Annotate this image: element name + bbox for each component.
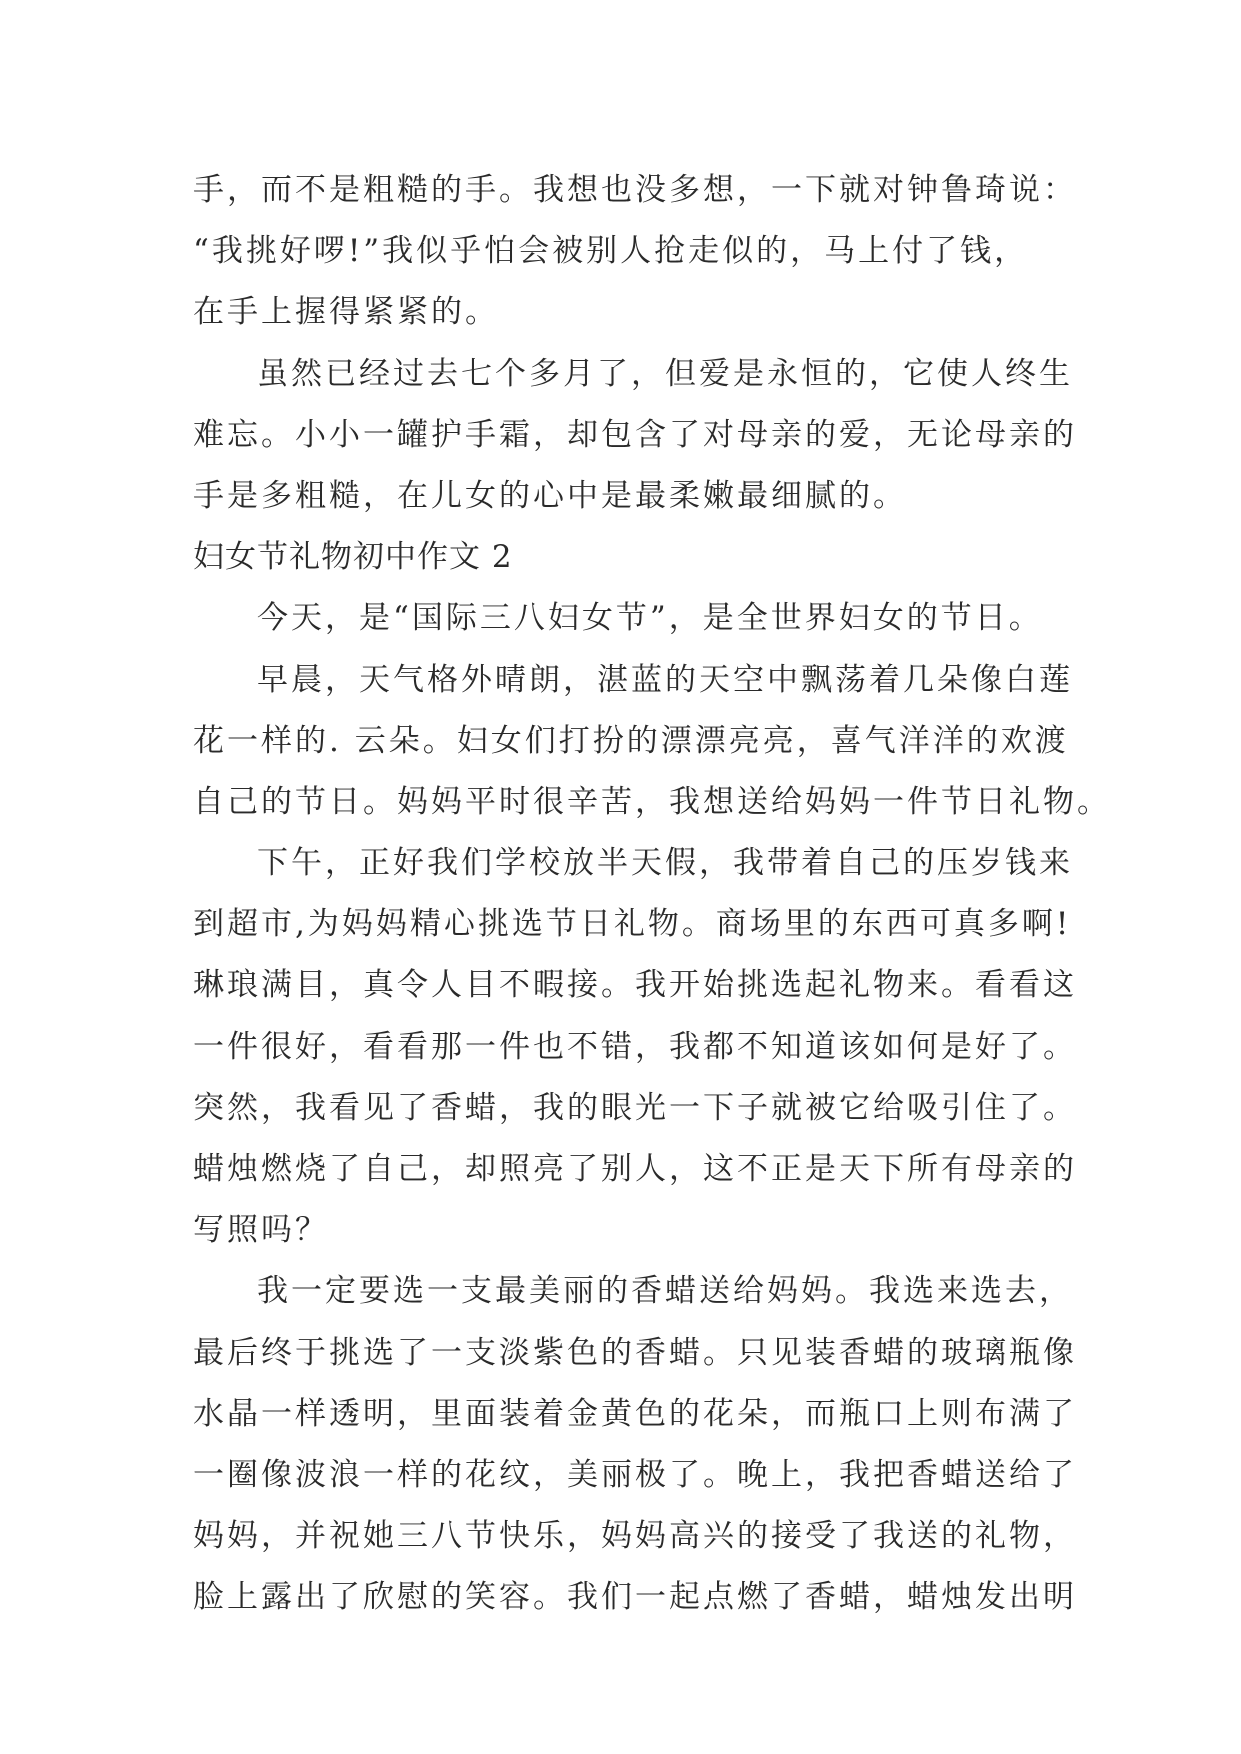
section-heading: 妇女节礼物初中作文 2 [193, 539, 513, 576]
text-line: 妈妈，并祝她三八节快乐，妈妈高兴的接受了我送的礼物， [193, 1518, 1077, 1555]
paragraph-start-line: 早晨，天气格外晴朗，湛蓝的天空中飘荡着几朵像白莲 [257, 661, 1073, 698]
text-line: 最后终于挑选了一支淡紫色的香蜡。只见装香蜡的玻璃瓶像 [193, 1334, 1077, 1371]
paragraph-start-line: 今天，是“国际三八妇女节”，是全世界妇女的节日。 [257, 600, 1043, 637]
text-line: 写照吗？ [193, 1212, 329, 1249]
text-line: 花一样的. 云朵。妇女们打扮的漂漂亮亮，喜气洋洋的欢渡 [193, 722, 1069, 759]
text-line: 琳琅满目，真令人目不暇接。我开始挑选起礼物来。看看这 [193, 967, 1077, 1004]
text-line: 到超市,为妈妈精心挑选节日礼物。商场里的东西可真多啊! [193, 906, 1072, 943]
paragraph-start-line: 下午，正好我们学校放半天假，我带着自己的压岁钱来 [257, 845, 1073, 882]
essay-body [193, 160, 1111, 1629]
text-line: 突然，我看见了香蜡，我的眼光一下子就被它给吸引住了。 [193, 1089, 1077, 1126]
text-line: 脸上露出了欣慰的笑容。我们一起点燃了香蜡，蜡烛发出明 [193, 1579, 1077, 1616]
text-line: 蜡烛燃烧了自己，却照亮了别人，这不正是天下所有母亲的 [193, 1151, 1077, 1187]
paragraph-start-line: 我一定要选一支最美丽的香蜡送给妈妈。我选来选去， [257, 1273, 1073, 1310]
text-line: 在手上握得紧紧的。 [193, 294, 499, 331]
text-line: 难忘。小小一罐护手霜，却包含了对母亲的爱，无论母亲的 [193, 416, 1077, 453]
text-line: 自己的节日。妈妈平时很辛苦，我想送给妈妈一件节日礼物。 [193, 783, 1111, 820]
text-line: 一件很好，看看那一件也不错，我都不知道该如何是好了。 [193, 1028, 1077, 1065]
text-line: 水晶一样透明，里面装着金黄色的花朵，而瓶口上则布满了 [193, 1395, 1077, 1432]
text-line: 手，而不是粗糙的手。我想也没多想，一下就对钟鲁琦说： [193, 172, 1077, 208]
text-line: “我挑好啰!”我似乎怕会被别人抢走似的，马上付了钱， [193, 233, 1029, 270]
text-line: 一圈像波浪一样的花纹，美丽极了。晚上，我把香蜡送给了 [193, 1456, 1077, 1493]
text-line: 手是多粗糙，在儿女的心中是最柔嫩最细腻的。 [193, 477, 907, 514]
paragraph-start-line: 虽然已经过去七个多月了，但爱是永恒的，它使人终生 [257, 355, 1073, 392]
